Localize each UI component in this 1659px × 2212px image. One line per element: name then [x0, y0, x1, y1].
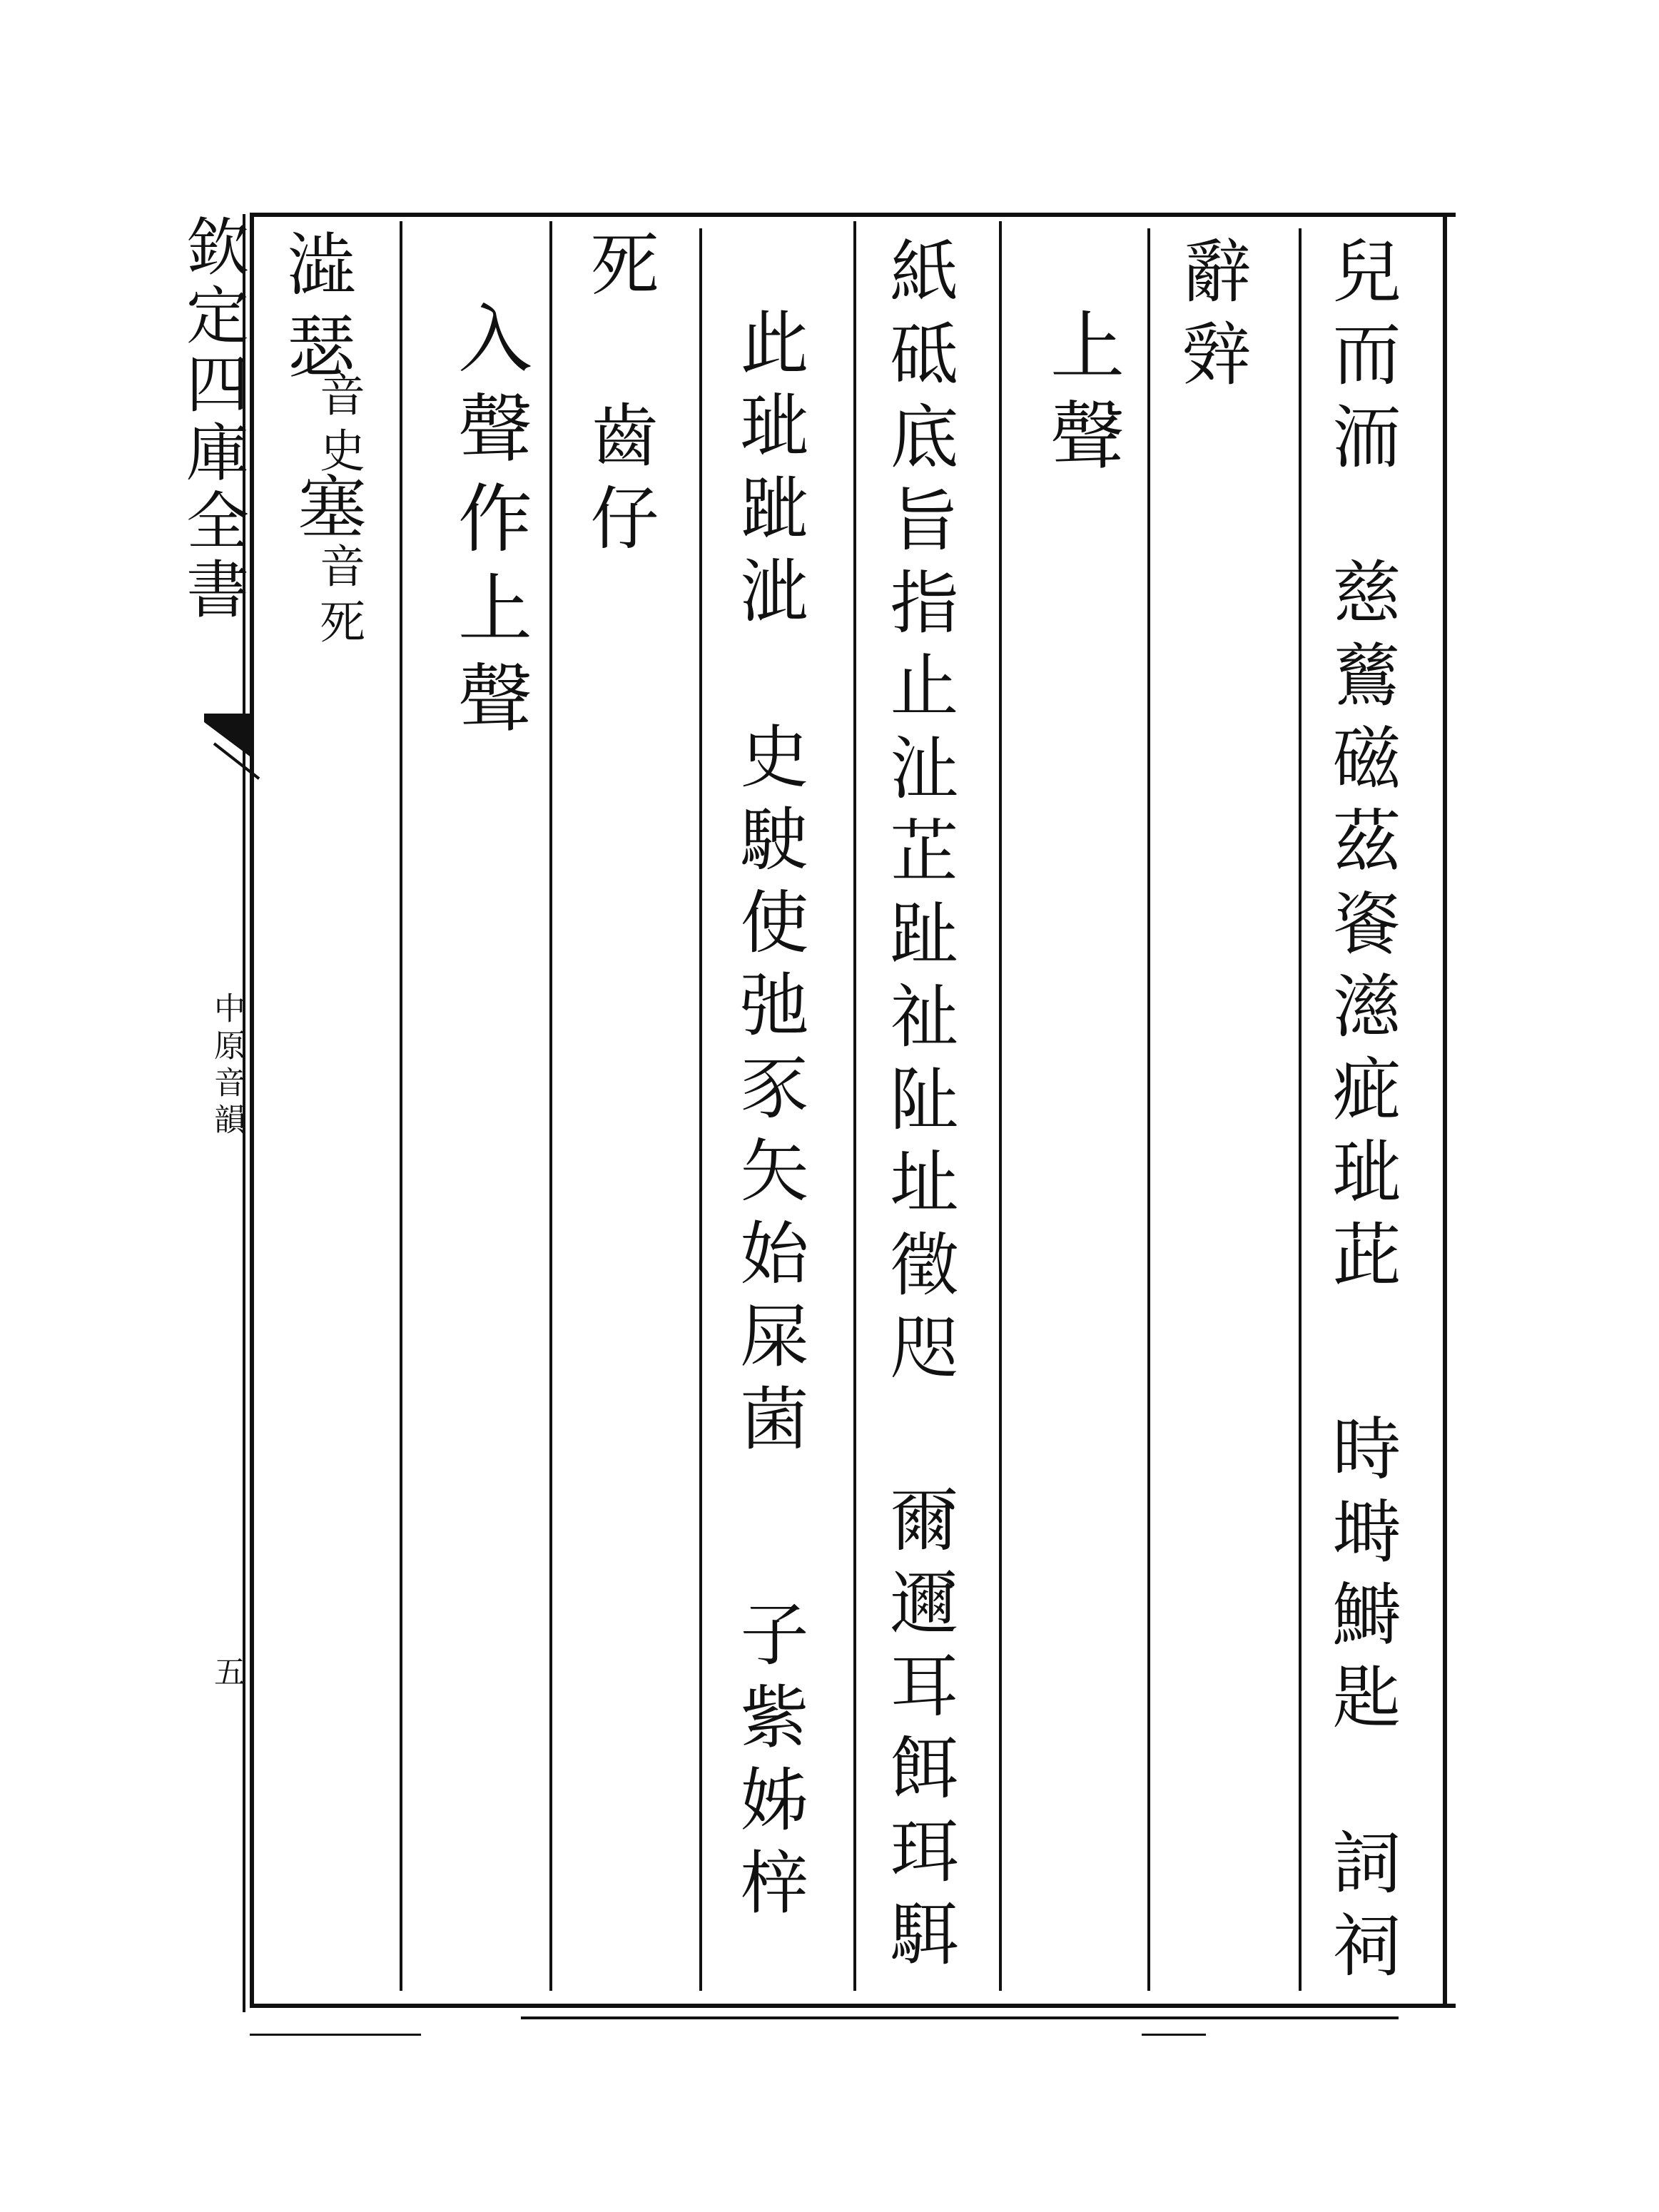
- column-4-group-a: 紙砥底旨指止沚芷趾祉阯址徵咫: [879, 235, 959, 1394]
- column-divider: [853, 221, 856, 1991]
- book-title: 中原音韻: [208, 992, 245, 1140]
- column-8-group-b: 塞: [287, 471, 367, 554]
- column-5-group-b: 史駛使弛豕矢始屎菌: [729, 721, 809, 1466]
- top-border: [250, 213, 1456, 217]
- column-5-group-a: 此玼跐泚: [729, 307, 809, 638]
- bottom-border: [250, 2004, 1456, 2008]
- column-1-group-d: 詞祠: [1321, 1827, 1401, 1992]
- column-1-group-b: 慈鶿磁茲餈濨疵玼茈: [1321, 557, 1401, 1302]
- column-divider: [549, 221, 552, 1991]
- column-divider: [699, 228, 702, 1991]
- page-number: 五: [208, 1655, 245, 1693]
- column-6-group-a: 死: [579, 228, 659, 311]
- column-divider: [999, 221, 1002, 1991]
- column-8-note-1: 音史: [312, 371, 365, 482]
- column-divider: [1147, 228, 1150, 1991]
- column-2-group-a: 辭辤: [1172, 235, 1252, 401]
- column-6-group-b: 齒仔: [579, 400, 659, 565]
- bottom-dash-right: [1142, 2034, 1206, 2036]
- right-border: [1443, 214, 1447, 2005]
- column-1-group-c: 時塒鰣匙: [1321, 1413, 1401, 1744]
- column-8-group-a: 澁瑟: [276, 228, 356, 394]
- fishtail-mark: [204, 714, 250, 756]
- edge-title: 欽定四庫全書: [176, 214, 250, 625]
- column-divider: [1299, 228, 1302, 1991]
- column-1-group-a: 兒而洏: [1321, 235, 1401, 484]
- column-8-note-2: 音死: [312, 542, 365, 654]
- section-heading-ru-zuo-shang: 入聲作上聲: [445, 300, 532, 749]
- bottom-dash-left: [250, 2034, 421, 2036]
- column-5-group-c: 子紫姊梓: [729, 1598, 809, 1929]
- section-heading-shang: 上聲: [1037, 307, 1125, 487]
- column-divider: [400, 221, 402, 1991]
- bottom-border-inner: [521, 2016, 1399, 2019]
- column-4-group-b: 爾邇耳餌珥駬: [879, 1484, 959, 1981]
